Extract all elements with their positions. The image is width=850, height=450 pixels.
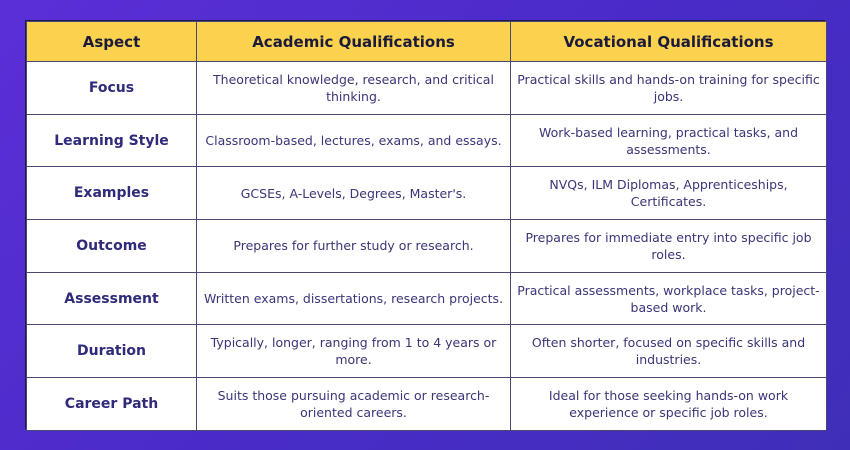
table-row — [27, 272, 827, 325]
table-header-row — [27, 22, 827, 62]
row-aspect-label: Outcome — [27, 220, 197, 273]
header-vocational: Vocational Qualifications — [511, 22, 827, 62]
vocational-cell: Practical skills and hands-on training for specific jobs. — [511, 62, 827, 115]
table-row — [27, 378, 827, 431]
header-aspect: Aspect — [27, 22, 197, 62]
table-row — [27, 167, 827, 220]
row-aspect-label: Focus — [27, 62, 197, 115]
vocational-cell: Prepares for immediate entry into specific job roles. — [511, 220, 827, 273]
academic-cell: Typically, longer, ranging from 1 to 4 years or more. — [197, 325, 511, 378]
table-row — [27, 62, 827, 115]
vocational-cell: Often shorter, focused on specific skills and industries. — [511, 325, 827, 378]
academic-cell: Prepares for further study or research. — [197, 220, 511, 273]
vocational-cell: NVQs, ILM Diplomas, Apprenticeships, Certificates. — [511, 167, 827, 220]
academic-cell: GCSEs, A-Levels, Degrees, Master's. — [197, 167, 511, 220]
academic-cell: Theoretical knowledge, research, and critical thinking. — [197, 62, 511, 115]
row-aspect-label: Examples — [27, 167, 197, 220]
table-row — [27, 220, 827, 273]
row-aspect-label: Learning Style — [27, 114, 197, 167]
academic-cell: Classroom-based, lectures, exams, and essays. — [197, 114, 511, 167]
table-row — [27, 114, 827, 167]
row-aspect-label: Assessment — [27, 272, 197, 325]
vocational-cell: Ideal for those seeking hands-on work experience or specific job roles. — [511, 378, 827, 431]
academic-cell: Written exams, dissertations, research projects. — [197, 272, 511, 325]
table-row — [27, 325, 827, 378]
header-academic: Academic Qualifications — [197, 22, 511, 62]
row-aspect-label: Duration — [27, 325, 197, 378]
comparison-table — [26, 21, 827, 431]
academic-cell: Suits those pursuing academic or research-oriented careers. — [197, 378, 511, 431]
vocational-cell: Work-based learning, practical tasks, and assessments. — [511, 114, 827, 167]
row-aspect-label: Career Path — [27, 378, 197, 431]
vocational-cell: Practical assessments, workplace tasks, project-based work. — [511, 272, 827, 325]
comparison-table-container — [25, 20, 825, 429]
